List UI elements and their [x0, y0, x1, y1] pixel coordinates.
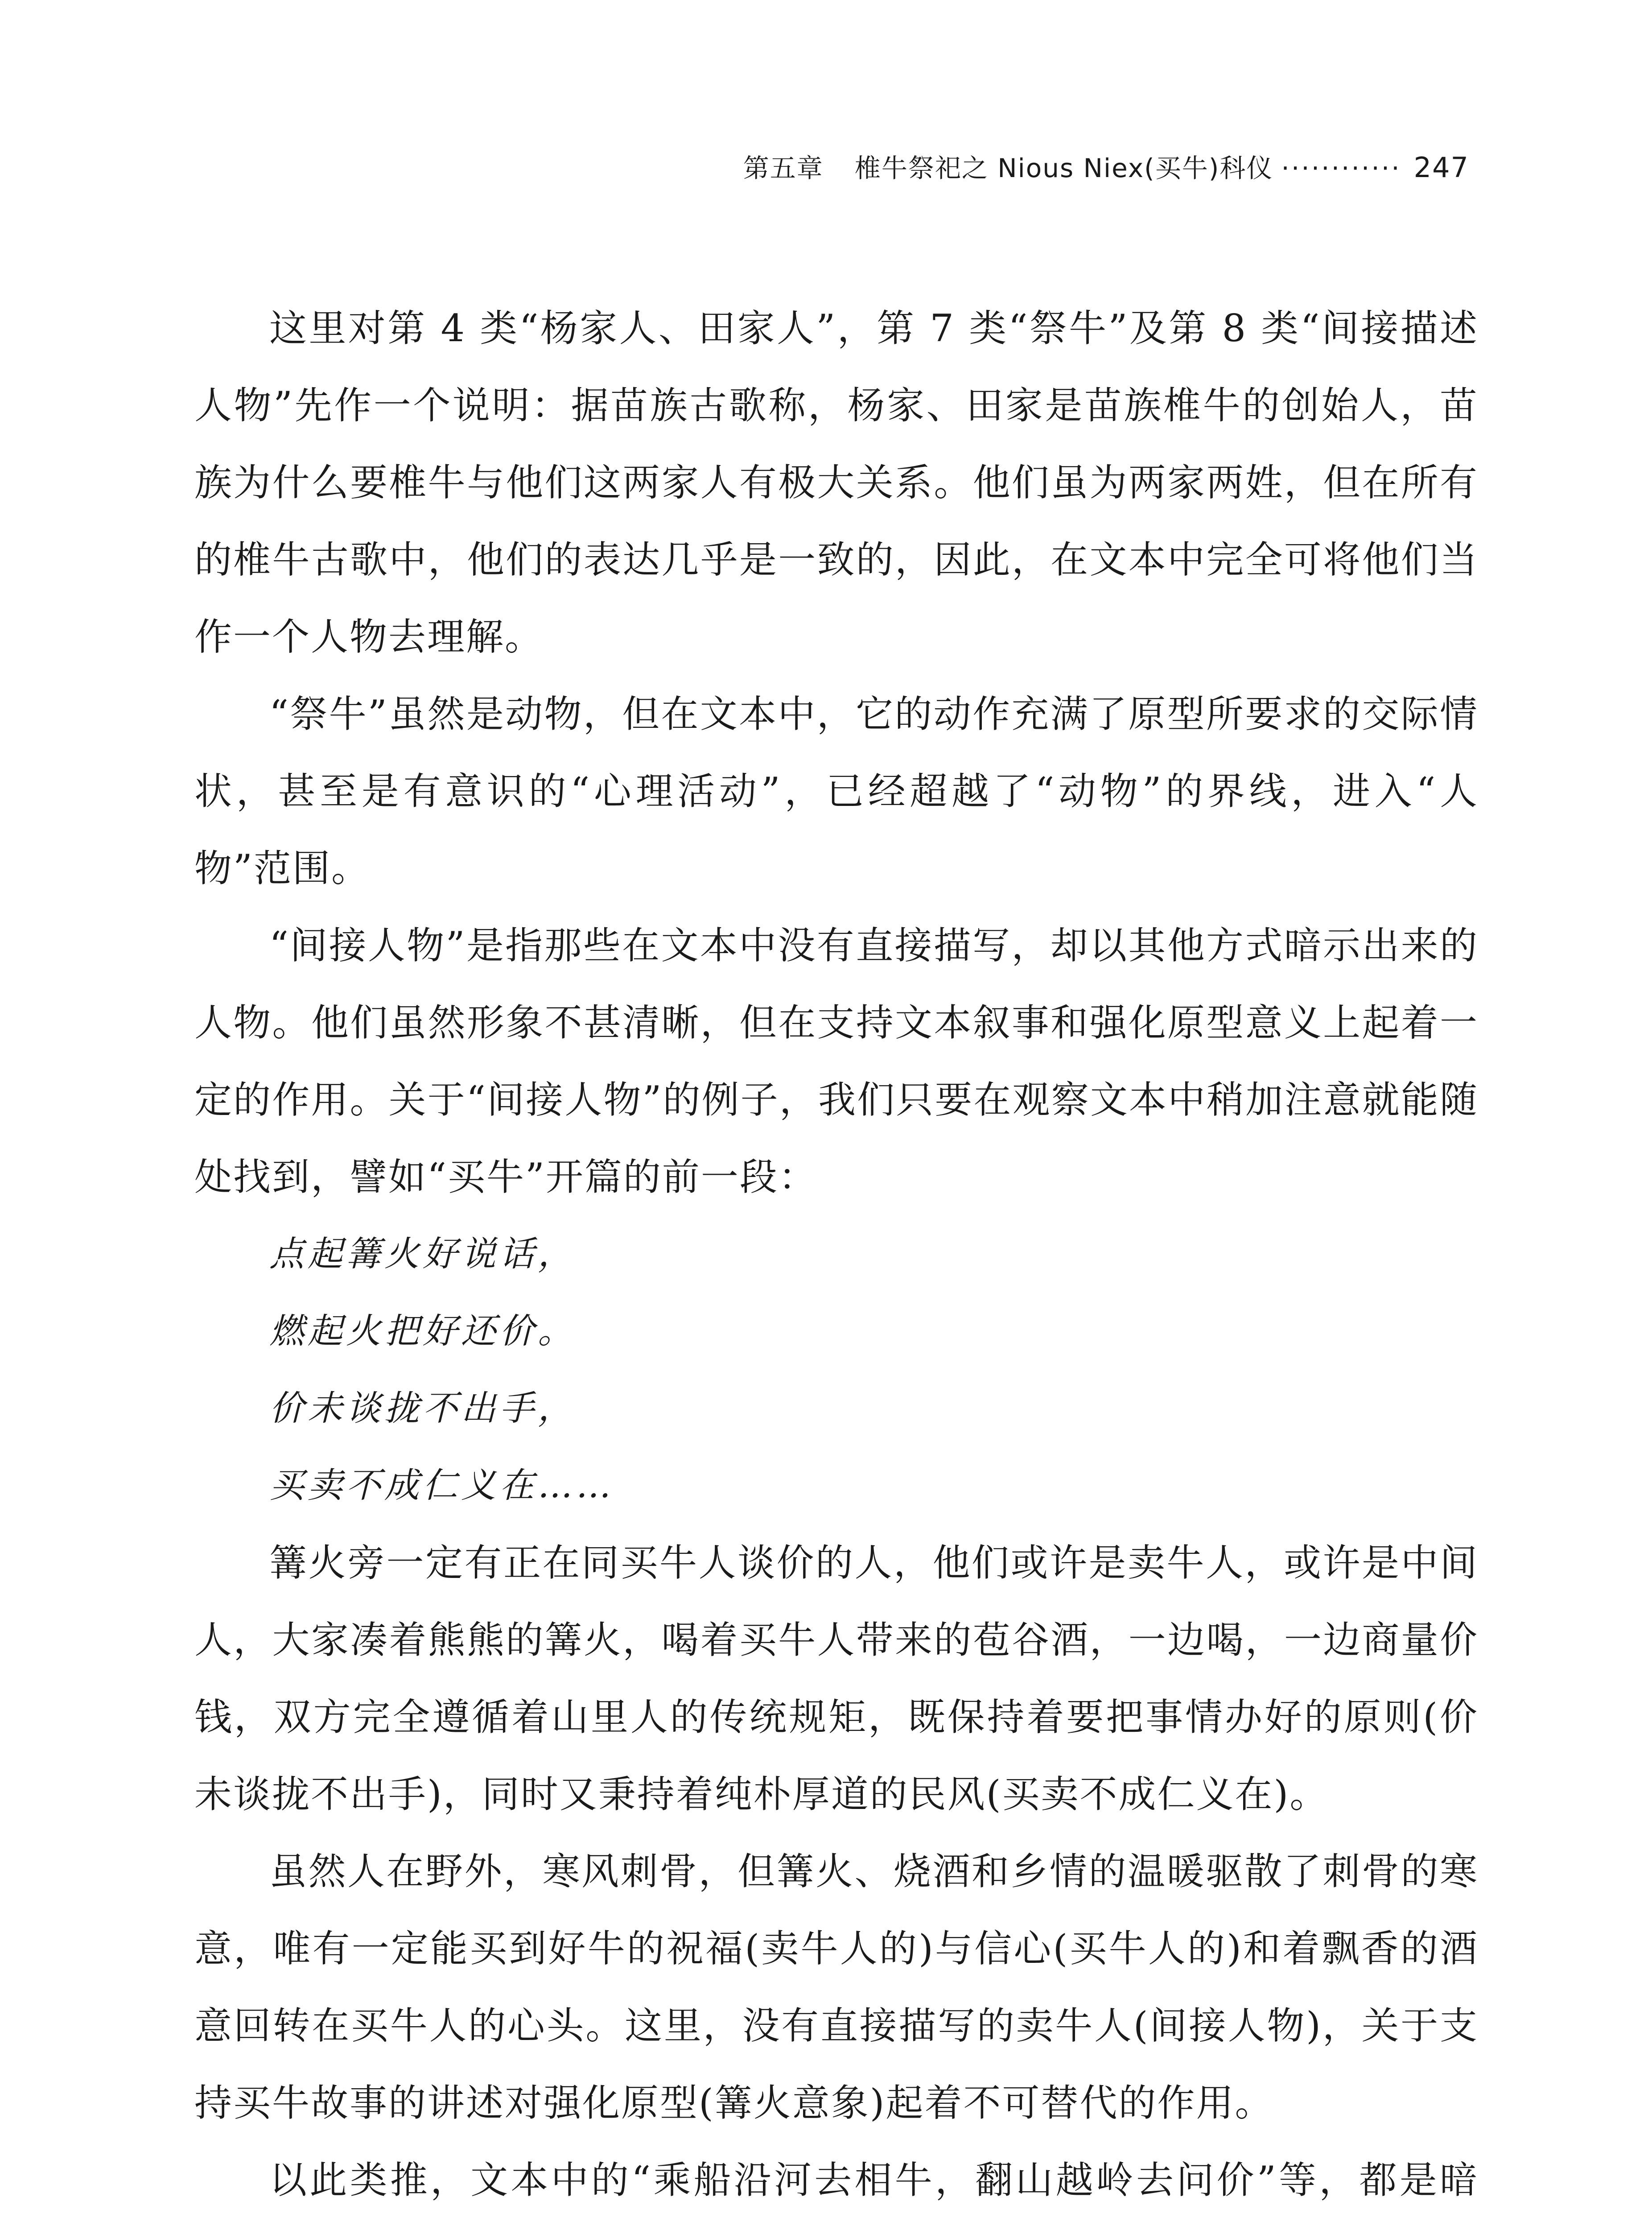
paragraph: 篝火旁一定有正在同买牛人谈价的人，他们或许是卖牛人，或许是中间人，大家凑着熊熊的篝火，喝着买牛人带来的苞谷酒，一边喝，一边商量价钱，双方完全遵循着山里人的传统规矩，既保持着要把事情办好的原则(价未谈拢不出手)，同时又秉持着纯朴厚道的民风(买卖不成仁义在)。	[194, 1541, 1479, 1816]
paragraph: 这里对第 4 类“杨家人、田家人”，第 7 类“祭牛”及第 8 类“间接描述人物”先作一个说明：据苗族古歌称，杨家、田家是苗族椎牛的创始人，苗族为什么要椎牛与他们这两家人有极大关系。他们虽为两家两姓，但在所有的椎牛古歌中，他们的表达几乎是一致的，因此，在文本中完全可将他们当作一个人物去理解。	[194, 306, 1479, 659]
chapter-title: 椎牛祭祀之 Nious Niex(买牛)科仪	[854, 153, 1273, 183]
page-body	[194, 290, 1479, 2230]
header-leader-dots: ············	[1281, 153, 1401, 183]
chapter-label: 第五章	[743, 153, 824, 183]
verse-line: 点起篝火好说话，	[269, 1234, 577, 1274]
verse-line: 买卖不成仁义在……	[269, 1466, 615, 1506]
paragraph: 以此类推，文本中的“乘船沿河去相牛，翻山越岭去问价”等，都是暗	[269, 2158, 1479, 2202]
paragraph: 虽然人在野外，寒风刺骨，但篝火、烧酒和乡情的温暖驱散了刺骨的寒意，唯有一定能买到好牛的祝福(卖牛人的)与信心(买牛人的)和着飘香的酒意回转在买牛人的心头。这里，没有直接描写的卖牛人(间接人物)，关于支持买牛故事的讲述对强化原型(篝火意象)起着不可替代的作用。	[194, 1850, 1479, 2125]
page-number: 247	[1413, 151, 1469, 184]
verse-line: 燃起火把好还价。	[269, 1311, 577, 1351]
verse-line: 价未谈拢不出手，	[269, 1388, 577, 1429]
paragraph: “祭牛”虽然是动物，但在文本中，它的动作充满了原型所要求的交际情状，甚至是有意识的“心理活动”，已经超越了“动物”的界线，进入“人物”范围。	[194, 692, 1479, 890]
paragraph: “间接人物”是指那些在文本中没有直接描写，却以其他方式暗示出来的人物。他们虽然形象不甚清晰，但在支持文本叙事和强化原型意义上起着一定的作用。关于“间接人物”的例子，我们只要在观察文本中稍加注意就能随处找到，譬如“买牛”开篇的前一段：	[194, 924, 1479, 1199]
running-header	[743, 147, 1469, 185]
